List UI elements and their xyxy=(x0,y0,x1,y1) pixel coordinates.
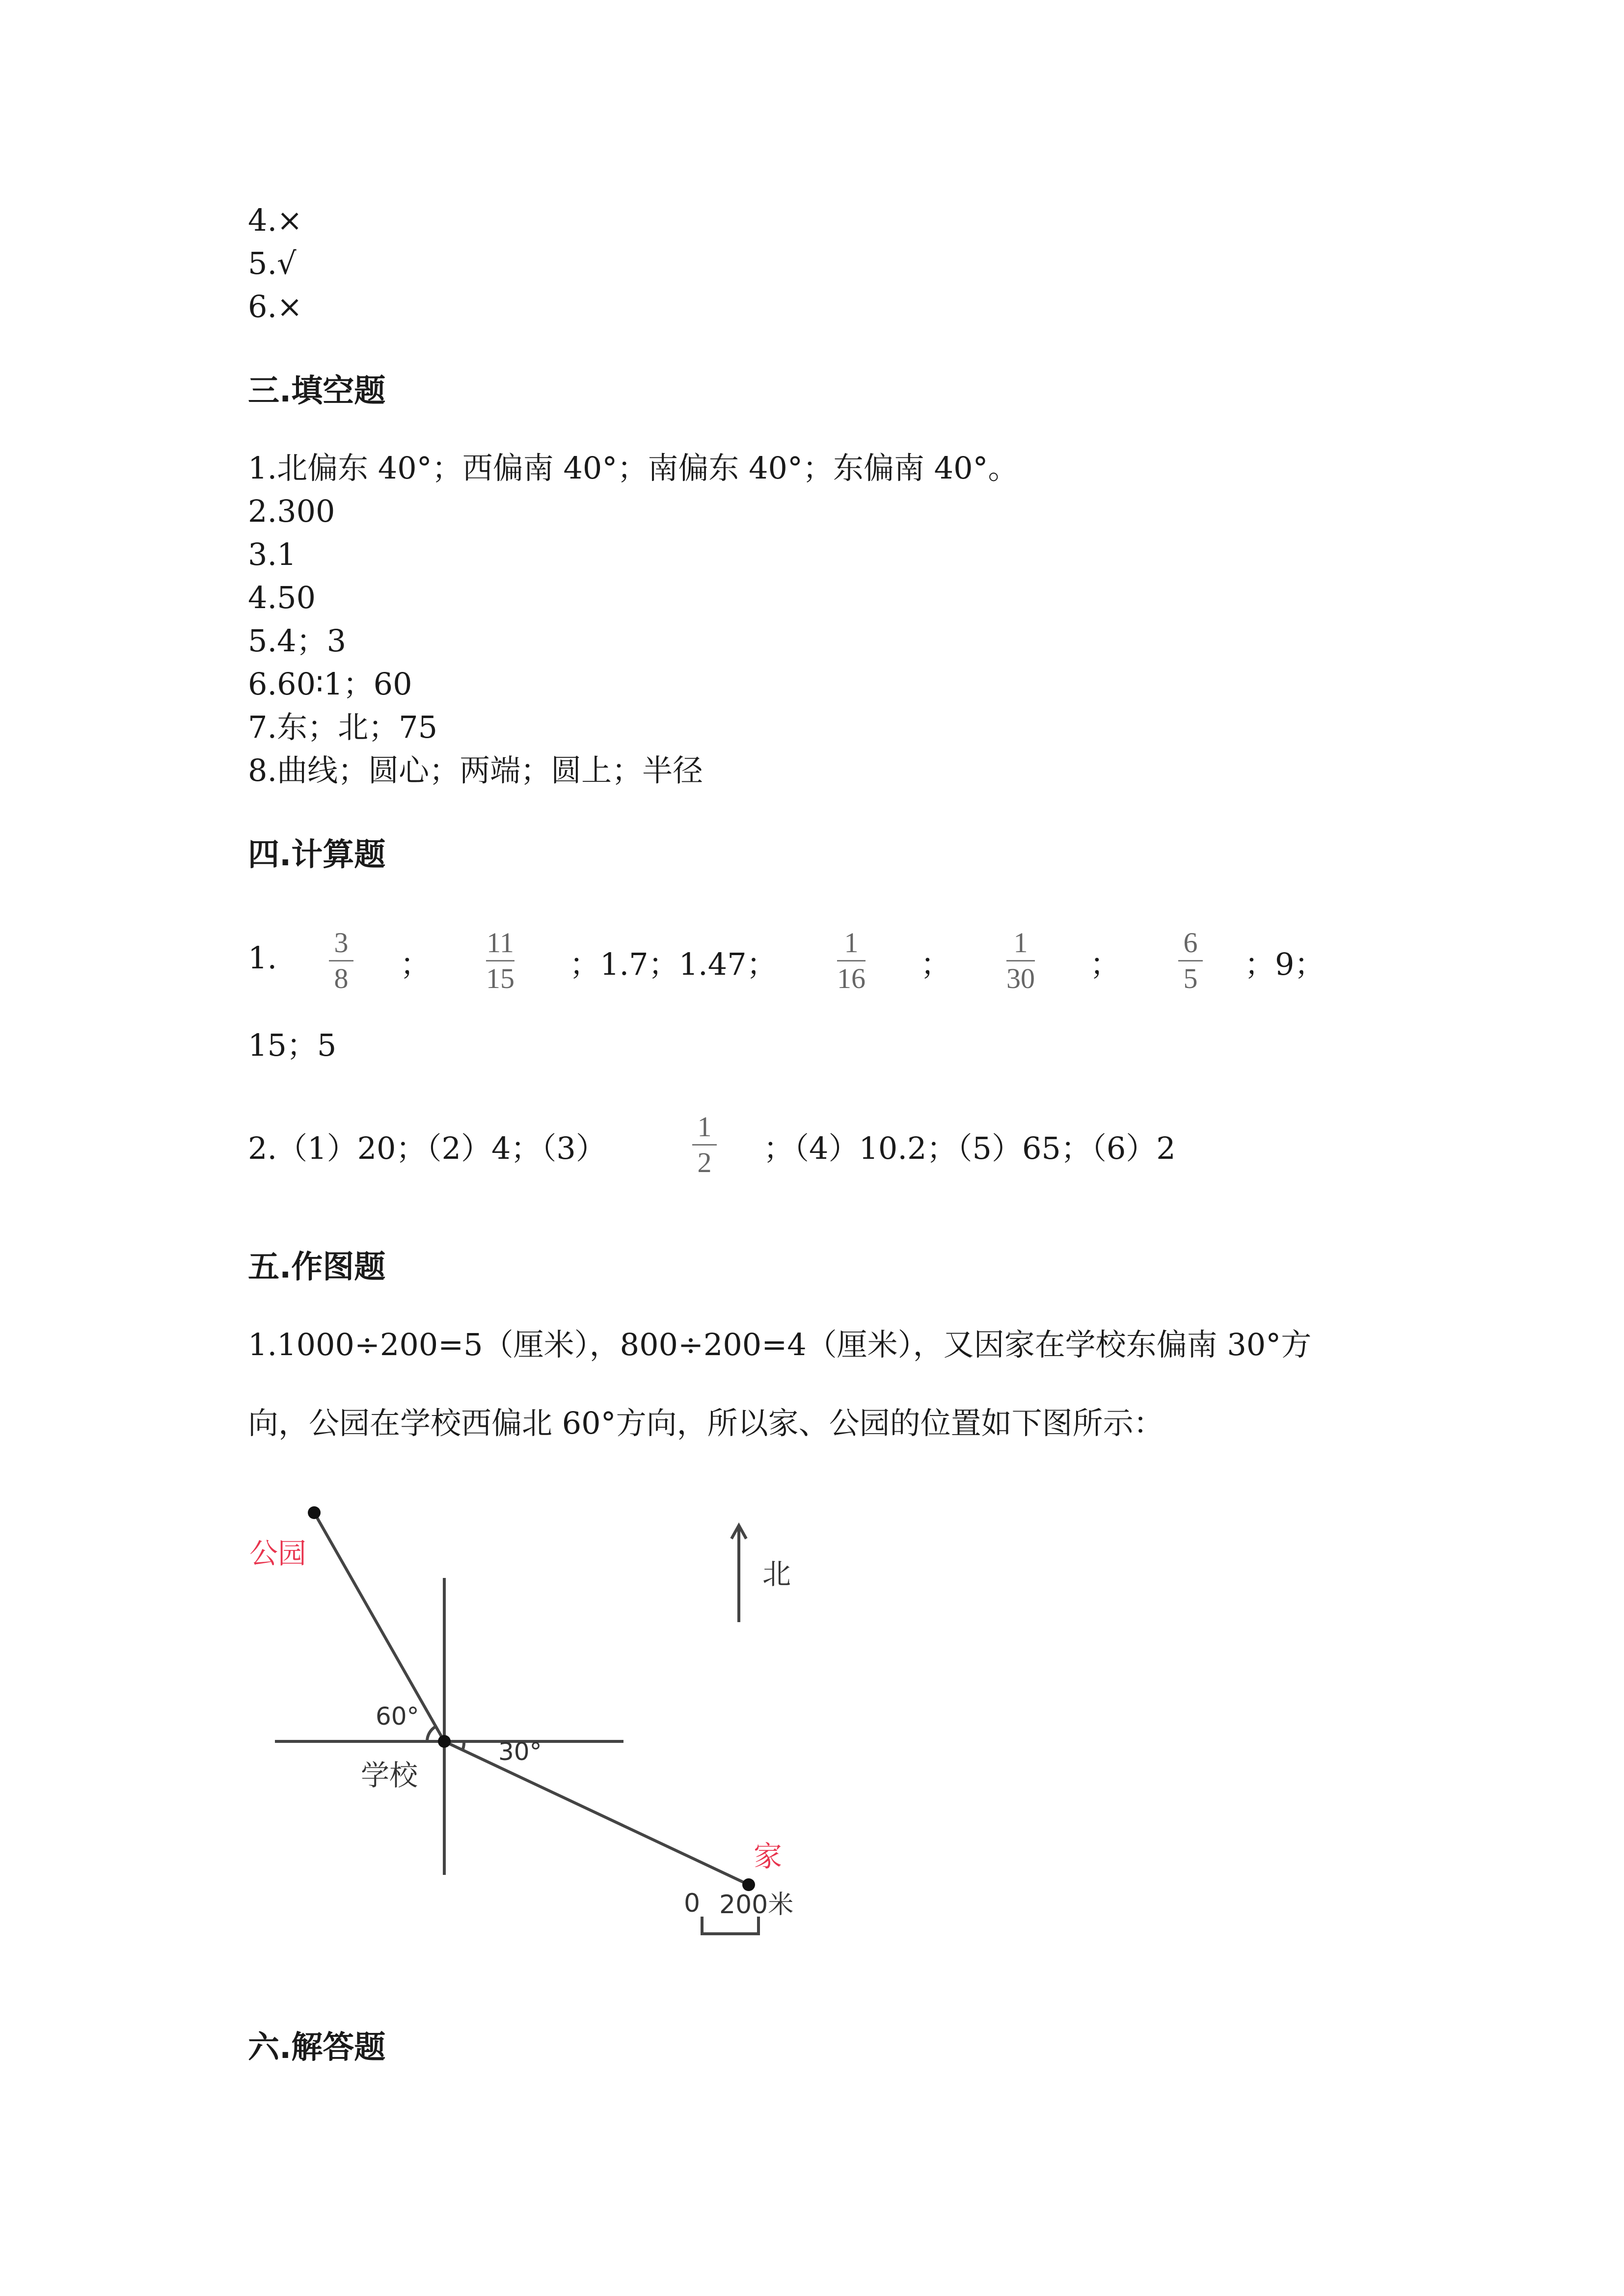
school-point xyxy=(438,1735,451,1748)
north-label: 北 xyxy=(762,1557,791,1591)
answer-3-8: 8.曲线；圆心；两端；圆上；半径 xyxy=(248,752,704,788)
section5-text-line2: 向，公园在学校西偏北 60°方向，所以家、公园的位置如下图所示： xyxy=(248,1405,1164,1441)
answer-3-1: 1.北偏东 40°；西偏南 40°；南偏东 40°；东偏南 40°。 xyxy=(248,450,1019,486)
section5-heading: 五.作图题 xyxy=(248,1249,386,1285)
answer-3-5: 5.4；3 xyxy=(248,623,347,659)
answer-3-3: 3.1 xyxy=(248,536,297,572)
answer-3-4: 4.50 xyxy=(248,580,316,615)
fraction-1-16: 1 16 xyxy=(837,927,866,994)
fraction-3-8: 3 8 xyxy=(329,927,353,995)
answer-3-6: 6.60∶1；60 xyxy=(248,666,412,702)
answer-2-5: 5.√ xyxy=(248,245,297,281)
fraction-11-15: 11 15 xyxy=(486,927,514,994)
angle-60-label: 60° xyxy=(376,1702,419,1731)
fraction-6-5: 6 5 xyxy=(1178,927,1203,995)
school-label: 学校 xyxy=(361,1759,418,1792)
section3-heading: 三.填空题 xyxy=(248,373,386,409)
fraction-1-2: 1 2 xyxy=(692,1111,717,1179)
scale-zero-label: 0 xyxy=(684,1889,701,1918)
q1-number: 1. xyxy=(248,940,277,976)
q1-line2: 15；5 xyxy=(248,1027,337,1063)
answer-2-6: 6.× xyxy=(248,289,303,324)
line-school-home xyxy=(444,1741,749,1885)
angle-mark-60 xyxy=(427,1727,435,1741)
section5-text-line1: 1.1000÷200=5（厘米），800÷200=4（厘米），又因家在学校东偏南 30°方 xyxy=(248,1327,1312,1362)
scale-value-label: 200米 xyxy=(719,1890,794,1920)
fraction-1-30: 1 30 xyxy=(1006,927,1035,994)
answer-3-2: 2.300 xyxy=(248,493,335,529)
answer-2-4: 4.× xyxy=(248,202,303,238)
park-point xyxy=(308,1506,321,1519)
home-label: 家 xyxy=(754,1840,783,1873)
angle-mark-30 xyxy=(462,1741,464,1750)
angle-30-label: 30° xyxy=(498,1737,542,1766)
section4-heading: 四.计算题 xyxy=(248,837,386,873)
answer-3-7: 7.东；北；75 xyxy=(248,709,438,745)
section6-heading: 六.解答题 xyxy=(248,2029,386,2066)
park-label: 公园 xyxy=(249,1537,307,1570)
